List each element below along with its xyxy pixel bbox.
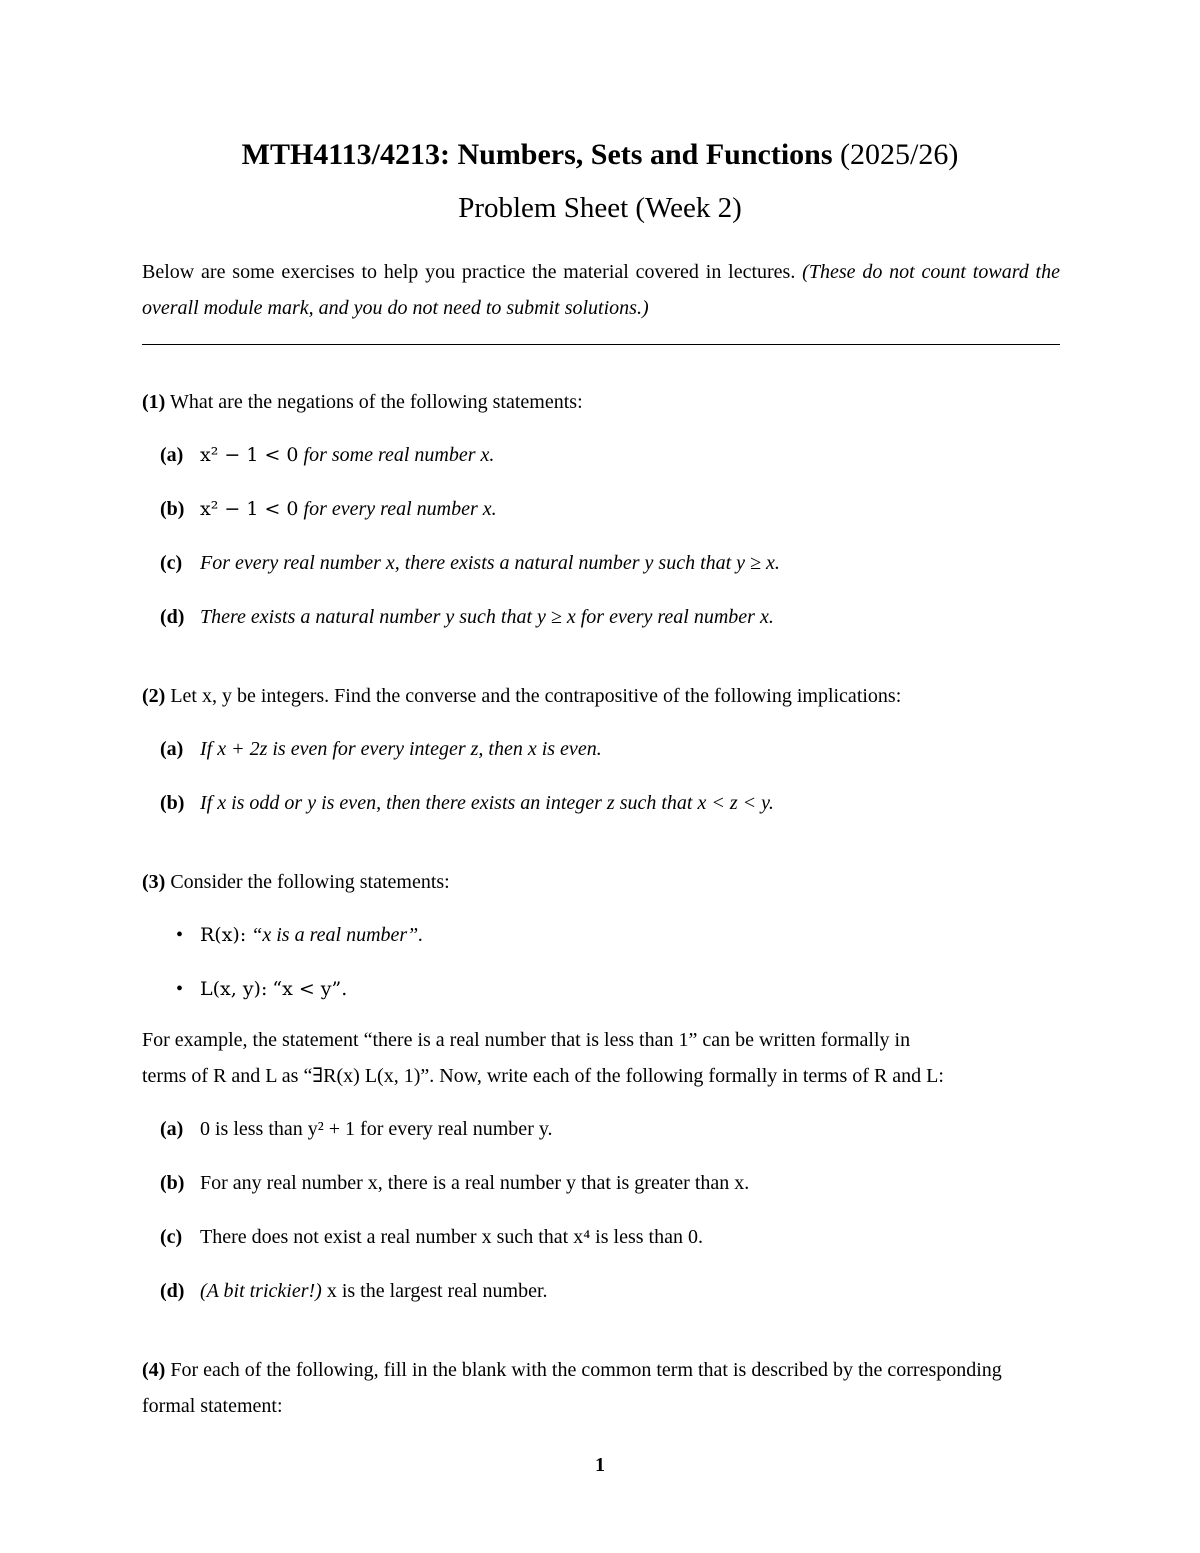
part-label: (a) <box>160 1118 184 1140</box>
q2-part-a <box>160 738 1060 761</box>
part-text: There exists a natural number y such that y ≥ x for every real number x. <box>200 606 774 628</box>
bullet-dot: • <box>176 924 184 946</box>
q2-part-b <box>160 792 1060 815</box>
intro-paragraph <box>142 254 1060 326</box>
q3-bullet-l <box>176 978 347 1001</box>
bullet-dot: • <box>176 978 184 1000</box>
part-text: x is the largest real number. <box>326 1280 548 1302</box>
part-text: for some real number x. <box>303 444 495 466</box>
part-label: (c) <box>160 1226 183 1248</box>
question-4 <box>142 1352 1060 1424</box>
title-course: MTH4113/4213: Numbers, Sets and Functions <box>241 138 833 171</box>
question-number: (3) <box>142 871 166 893</box>
intro-note: (These do not count toward the overall module mark, and you do not need to submit solutions.) <box>142 261 1060 319</box>
part-text: for every real number x. <box>303 498 497 520</box>
page-number: 1 <box>595 1454 605 1476</box>
part-label: (d) <box>160 1280 185 1302</box>
question-1 <box>142 384 1060 420</box>
part-label: (c) <box>160 552 183 574</box>
part-label: (d) <box>160 606 185 628</box>
part-label: (a) <box>160 738 184 760</box>
part-text: If x + 2z is even for every integer z, then x is even. <box>200 738 602 760</box>
part-note: (A bit trickier!) <box>200 1280 322 1302</box>
bullet-symbol: L(x, y): <box>200 978 268 1000</box>
intro-text: Below are some exercises to help you practice the material covered in lectures. <box>142 261 796 283</box>
title-year: (2025/26) <box>840 138 959 171</box>
q3-part-c <box>160 1226 1060 1249</box>
question-prompt: Let x, y be integers. Find the converse and the contrapositive of the following implications: <box>170 685 902 707</box>
q3-bullet-r <box>176 924 423 947</box>
part-label: (b) <box>160 792 185 814</box>
q1-part-c <box>160 552 1060 575</box>
question-prompt: For each of the following, fill in the blank with the common term that is described by the corresponding formal statement: <box>142 1359 1002 1417</box>
question-prompt: What are the negations of the following statements: <box>169 391 583 413</box>
question-3 <box>142 864 1060 900</box>
question-2 <box>142 678 1060 714</box>
question-number: (1) <box>142 391 166 413</box>
part-text: For every real number x, there exists a natural number y such that y ≥ x. <box>200 552 780 574</box>
example-line-1: For example, the statement “there is a real number that is less than 1” can be written formally in <box>142 1029 911 1051</box>
part-label: (b) <box>160 498 185 520</box>
q1-part-b <box>160 498 1060 521</box>
part-text: There does not exist a real number x such that x⁴ is less than 0. <box>200 1226 703 1248</box>
bullet-text: “x is a real number”. <box>251 924 424 946</box>
part-expression: x² − 1 < 0 <box>200 444 299 466</box>
q1-part-d <box>160 606 1060 629</box>
bullet-text: “x < y”. <box>272 978 348 1000</box>
example-line-2: terms of R and L as “∃R(x) L(x, 1)”. Now, write each of the following formally in terms of R and L: <box>142 1065 944 1087</box>
divider <box>142 344 1060 345</box>
bullet-symbol: R(x): <box>200 924 247 946</box>
part-label: (a) <box>160 444 184 466</box>
q3-part-b <box>160 1172 1060 1195</box>
q3-example <box>142 1022 1060 1094</box>
question-number: (2) <box>142 685 166 707</box>
part-label: (b) <box>160 1172 185 1194</box>
q1-part-a <box>160 444 1060 467</box>
part-expression: x² − 1 < 0 <box>200 498 299 520</box>
question-prompt: Consider the following statements: <box>170 871 450 893</box>
page-title <box>0 138 1200 172</box>
q3-part-d <box>160 1280 1060 1303</box>
page-subtitle: Problem Sheet (Week 2) <box>458 192 742 224</box>
part-text: For any real number x, there is a real number y that is greater than x. <box>200 1172 750 1194</box>
part-text: If x is odd or y is even, then there exists an integer z such that x < z < y. <box>200 792 774 814</box>
q3-part-a <box>160 1118 1060 1141</box>
question-number: (4) <box>142 1359 166 1381</box>
part-text: 0 is less than y² + 1 for every real number y. <box>200 1118 553 1140</box>
